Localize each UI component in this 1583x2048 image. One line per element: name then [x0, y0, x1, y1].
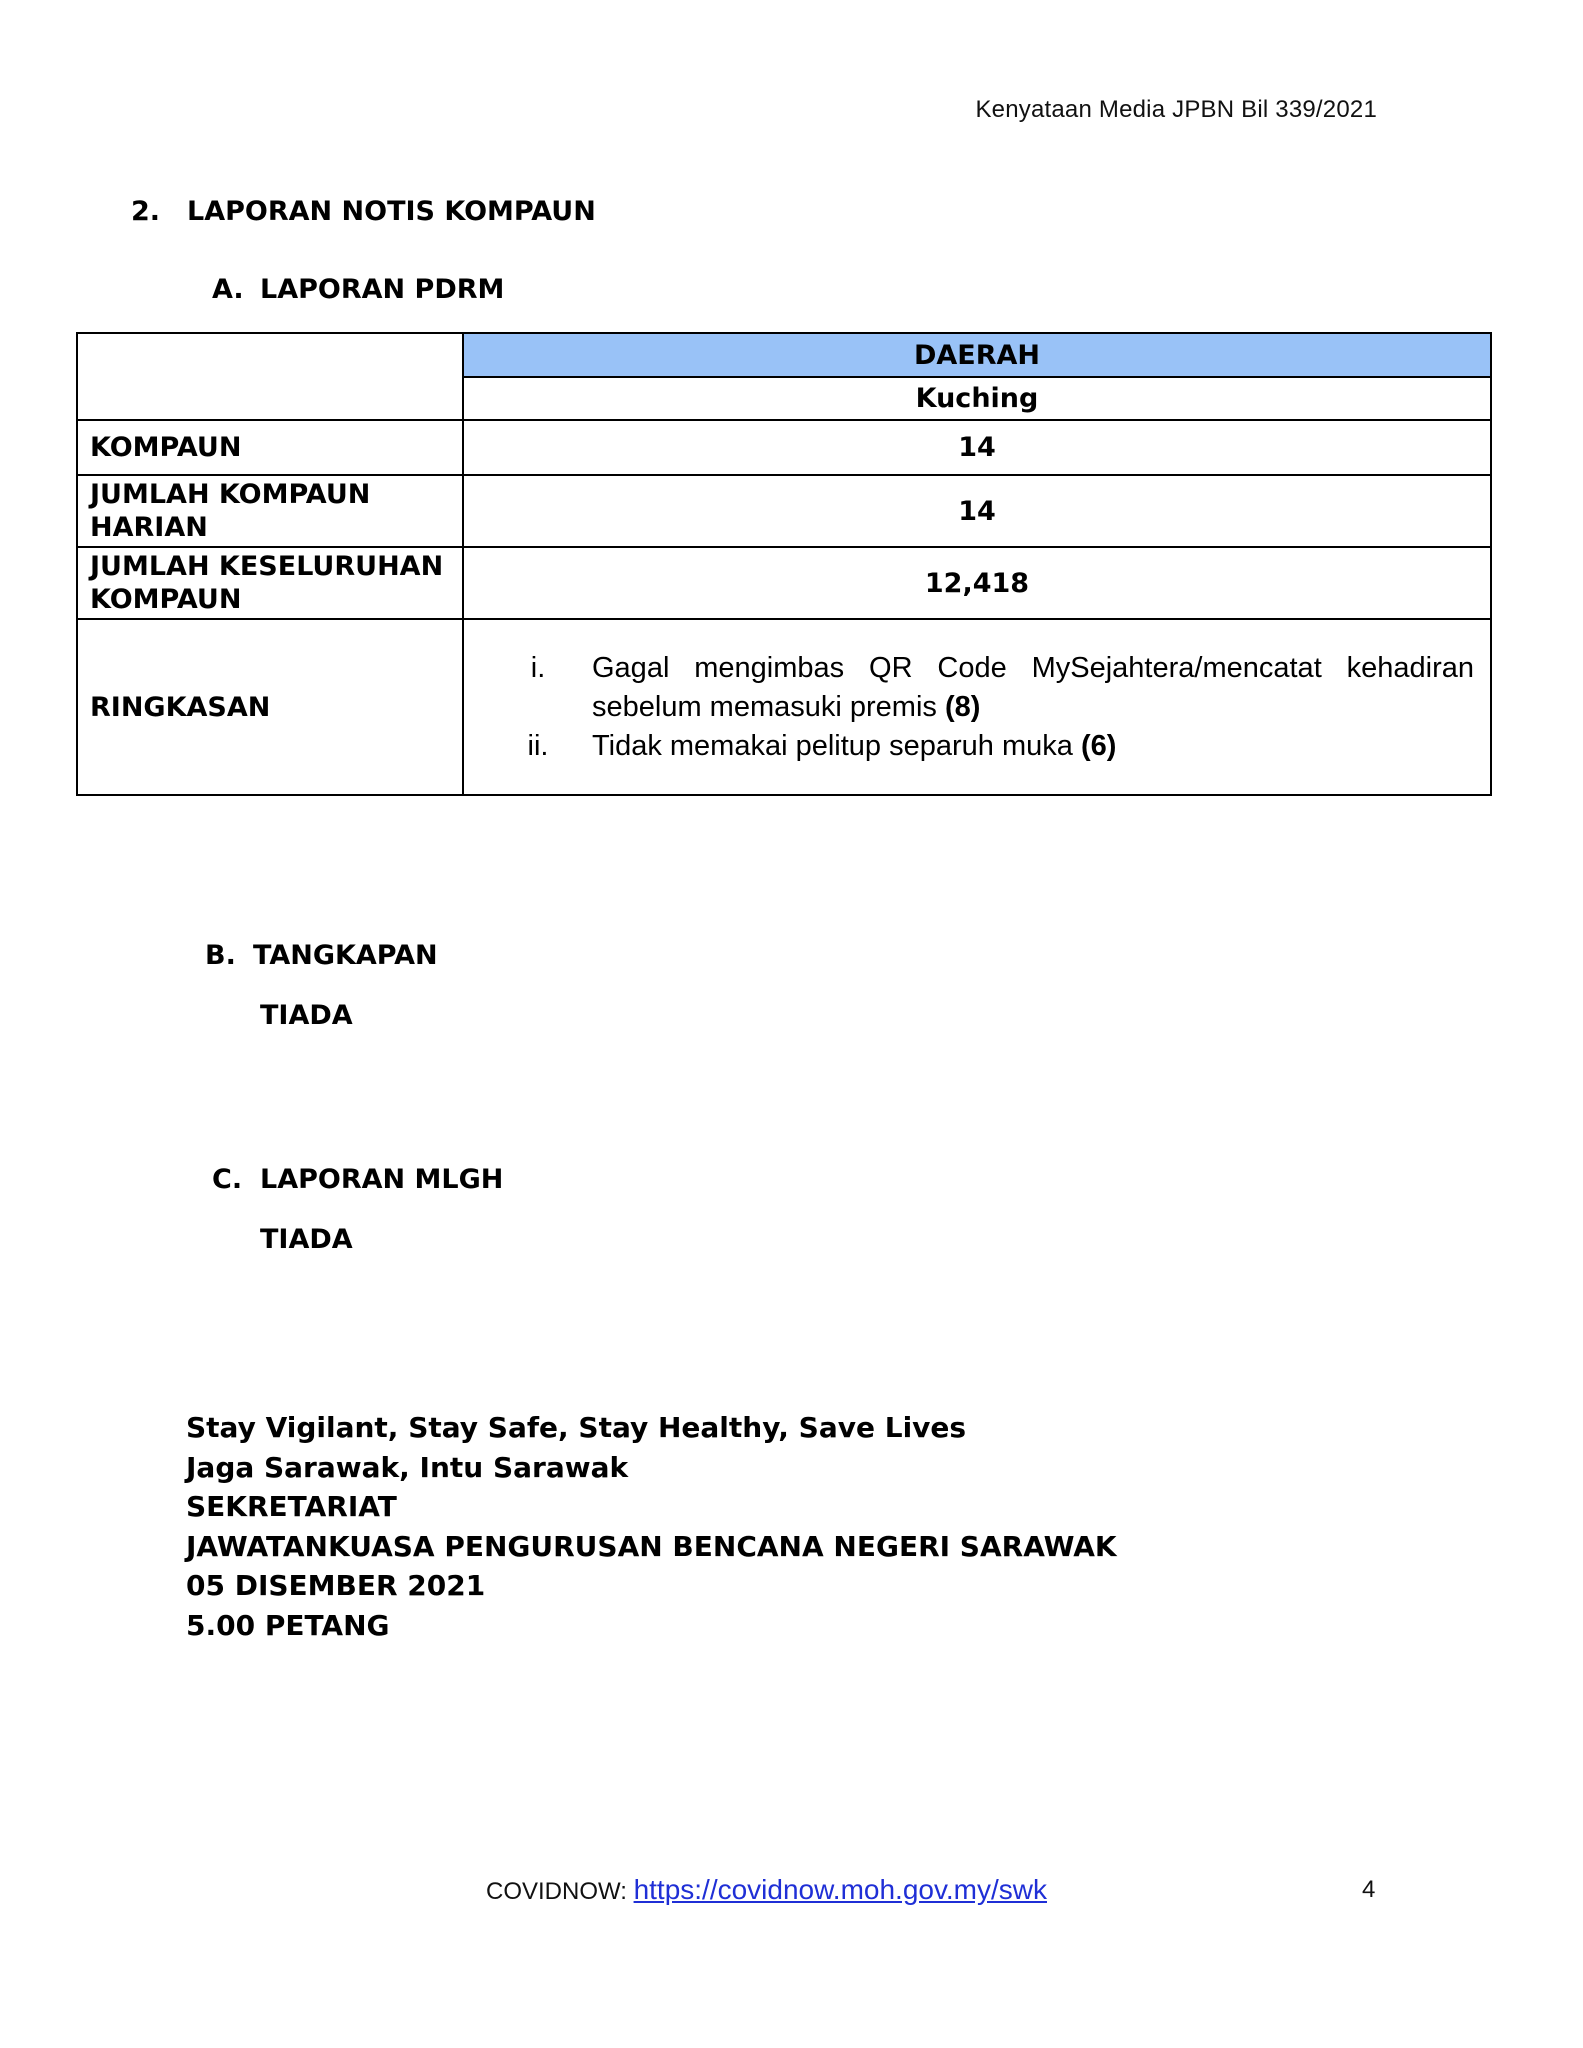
table-row	[77, 475, 1491, 547]
list-text	[592, 649, 1474, 727]
summary-label: RINGKASAN	[77, 619, 463, 795]
subsection-c-title: LAPORAN MLGH	[260, 1164, 504, 1195]
compound-report-table	[76, 332, 1492, 796]
district-name-cell: Kuching	[463, 377, 1491, 420]
table-row	[77, 333, 1491, 377]
subsection-c-content: TIADA	[260, 1224, 353, 1255]
daily-total-value: 14	[463, 475, 1491, 547]
summary-item-count: (8)	[944, 690, 981, 723]
closing-date: 05 DISEMBER 2021	[186, 1569, 486, 1602]
section-number: 2.	[131, 196, 161, 227]
document-reference: Kenyataan Media JPBN Bil 339/2021	[975, 96, 1377, 123]
section-heading	[131, 196, 596, 227]
kompaun-value: 14	[463, 420, 1491, 475]
table-row	[77, 420, 1491, 475]
overall-total-value: 12,418	[463, 547, 1491, 619]
closing-signature-block	[186, 1408, 1117, 1645]
summary-cell	[463, 619, 1491, 795]
section-title: LAPORAN NOTIS KOMPAUN	[187, 196, 596, 227]
closing-motto: Jaga Sarawak, Intu Sarawak	[186, 1450, 629, 1484]
subsection-b-letter: B.	[205, 940, 236, 971]
list-numeral: ii.	[527, 729, 549, 762]
empty-corner-cell	[77, 333, 463, 420]
daily-total-label-line2: HARIAN	[90, 512, 208, 543]
subsection-a-title: LAPORAN PDRM	[260, 274, 505, 305]
subsection-a-heading	[212, 274, 504, 305]
list-item	[512, 649, 1474, 727]
kompaun-label: KOMPAUN	[77, 420, 463, 475]
summary-list	[476, 649, 1478, 766]
page-number: 4	[1362, 1876, 1376, 1903]
closing-slogan: Stay Vigilant, Stay Safe, Stay Healthy, Save Lives	[186, 1411, 967, 1444]
closing-committee: JAWATANKUASA PENGURUSAN BENCANA NEGERI SARAWAK	[186, 1529, 1117, 1563]
list-item	[512, 727, 1474, 766]
subsection-b-title: TANGKAPAN	[253, 940, 438, 971]
footer-label: COVIDNOW:	[486, 1878, 634, 1905]
overall-total-label-line1: JUMLAH KESELURUHAN	[90, 551, 444, 582]
closing-secretariat: SEKRETARIAT	[186, 1490, 397, 1523]
list-numeral: i.	[530, 651, 546, 684]
summary-item-text: Tidak memakai pelitup separuh muka	[592, 729, 1073, 762]
list-text	[592, 727, 1474, 766]
district-header-cell: DAERAH	[463, 333, 1491, 377]
closing-time: 5.00 PETANG	[186, 1608, 390, 1642]
table-row	[77, 547, 1491, 619]
subsection-a-letter: A.	[212, 274, 244, 305]
subsection-c-letter: C.	[212, 1164, 243, 1195]
subsection-b-heading	[205, 940, 438, 971]
overall-total-label-line2: KOMPAUN	[90, 584, 242, 615]
daily-total-label-line1: JUMLAH KOMPAUN	[90, 479, 371, 510]
covidnow-link[interactable]: https://covidnow.moh.gov.my/swk	[633, 1874, 1047, 1905]
summary-item-count: (6)	[1080, 729, 1117, 762]
summary-item-text: Gagal mengimbas QR Code MySejahtera/mencatat kehadiran sebelum memasuki premis	[592, 651, 1474, 723]
table-row	[77, 619, 1491, 795]
subsection-b-content: TIADA	[260, 1000, 353, 1031]
daily-total-label	[77, 475, 463, 547]
subsection-c-heading	[212, 1164, 503, 1195]
footer	[486, 1874, 1047, 1906]
overall-total-label	[77, 547, 463, 619]
